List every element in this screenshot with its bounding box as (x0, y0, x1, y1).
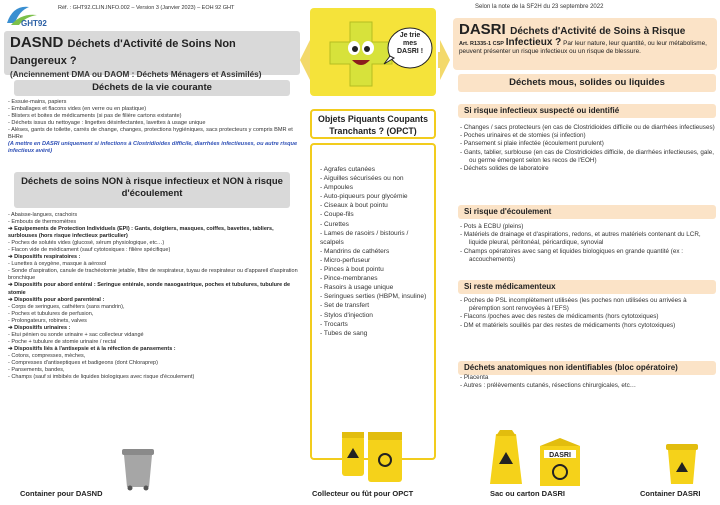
dasri-description: Par leur nature, leur quantité, ou leur métabolisme, peuvent présenter un risque infectieux ou un risque de blessure. (459, 40, 707, 56)
dasri-bag-icon (486, 428, 526, 488)
dasri-container-icon (662, 438, 702, 488)
list-item: - Pinces à bout pointu (320, 265, 428, 274)
opct-list (310, 143, 436, 460)
source-note: Selon la note de la SF2H du 23 septembre 2022 (475, 4, 604, 10)
list-item: - Poches de PSL incomplètement utilisées (les poches non utilisées ou arrivées à péremption sont renvoyées à l'EFS) (460, 297, 716, 313)
list-item: - Lunettes à oxygène, masque à aérosol (8, 261, 107, 268)
list-item: ➔ Dispositifs liés à l'antisepsie et à la réfection de pansements : (8, 345, 176, 352)
list-item: ➔ Dispositifs respiratoires : (8, 254, 81, 261)
list-item: - Seringues serties (HBPM, insuline) (320, 292, 428, 301)
list-item: - Emballages et flacons vides (en verre ou en plastique) (8, 106, 147, 112)
dasnd-container-icon (118, 443, 158, 491)
list-item: - Curettes (320, 220, 428, 229)
mascot-speech: Je trie mes DASRI ! (396, 32, 424, 55)
soins-non-infectieux-heading: Déchets de soins NON à risque infectieux et NON à risque d'écoulement (14, 172, 290, 208)
list-item: - Poches urinaires et de stomies (si infection) (460, 132, 716, 140)
soins-list (8, 212, 300, 381)
dasri-container-label: Container DASRI (640, 489, 701, 498)
dasri-article: Art. R1335-1 CSP (459, 41, 504, 47)
list-item: - Matériels de drainage et d'aspirations, redons, et autres matériels contenant du LCR, liquide pleural, péritonéal, péricardique, synovial (460, 231, 716, 247)
list-item: - Autres : prélèvements cutanés, résections chirurgicales, etc… (460, 382, 716, 390)
list-item: - Compresses d'antiseptiques et badigeons (dont Chloraprep) (8, 359, 158, 366)
list-item: - Sonde d'aspiration, canule de trachéotomie jetable, filtre de respirateur, tuyau de respirateur ou d'appareil d'aspiration bronchique (8, 268, 298, 282)
dasri-acronym: DASRI (459, 21, 506, 38)
list-item: - Aiguilles sécurisées ou non (320, 174, 428, 183)
list-item: - Ampoules (320, 183, 428, 192)
list-item: - Poches de solutés vides (glucosé, sérum physiologique, etc…) (8, 240, 165, 247)
list-item: ➔ Dispositifs urinaires : (8, 324, 71, 331)
list-item: - Champs opératoires avec sang et liquides biologiques en grande quantité (ex : accouchements) (460, 248, 716, 264)
list-item: - Corps de seringues, cathéters (sans mandrin), (8, 303, 125, 310)
dechets-anatomiques-heading: Déchets anatomiques non identifiables (bloc opératoire) (458, 361, 716, 375)
list-item: - Changes / sacs protecteurs (en cas de Clostridioides difficile ou de diarrhées infectieuses) (460, 124, 716, 132)
list-item: - Blisters et boites de médicaments (si pas de filière cartons existante) (8, 113, 182, 119)
list-item: - Coupe-fils (320, 210, 428, 219)
list-item: - Trocarts (320, 320, 428, 329)
list-item: - Essuie-mains, papiers (8, 99, 67, 105)
opct-heading: Objets Piquants Coupants Tranchants ? (OPCT) (310, 109, 436, 139)
dasri-exception-note: (A mettre en DASRI uniquement si infections à Clostridioides difficile, diarrhées infectieuses, ou autre risque infectieux avéré) (8, 141, 298, 154)
list-item: - Stylos d'injection (320, 311, 428, 320)
list-item: - Lames de rasoirs / bistouris / scalpels (320, 229, 428, 247)
list-item: ➔ Dispositifs pour abord parentéral : (8, 296, 105, 303)
risque-ecoulement-heading: Si risque d'écoulement (458, 205, 716, 219)
list-item: - DM et matériels souillés par des restes de médicaments (hors cytotoxiques) (460, 322, 716, 330)
dasri-header (453, 18, 717, 70)
dasnd-container-label: Container pour DASND (20, 489, 103, 498)
list-item: ➔ Equipements de Protection Individuels (EPI) : Gants, doigtiers, masques, coiffes, bavettes, tabliers, surblouses (hors risque infectieux particulier) (8, 226, 274, 240)
list-item: - Tubes de sang (320, 329, 428, 338)
list-item: - Auto-piqueurs pour glycémie (320, 192, 428, 201)
list-item: - Mandrins de cathéters (320, 247, 428, 256)
mascot-panel (310, 8, 436, 96)
reste-medicamenteux-list (460, 297, 716, 330)
opct-container-icon (340, 422, 406, 486)
reste-medicamenteux-heading: Si reste médicamenteux (458, 280, 716, 294)
list-item: - Flacon vide de médicament (sauf cytotoxiques : filière spécifique) (8, 247, 171, 254)
list-item: - Pince-membranes (320, 274, 428, 283)
list-item: - Poches et tubulures de perfusion, (8, 310, 94, 317)
list-item: - Embouts de thermomètres (8, 219, 77, 226)
list-item: - Flacons /poches avec des restes de médicaments (hors cytotoxiques) (460, 313, 716, 321)
risque-infectieux-list (460, 124, 716, 173)
dasri-title-1: Déchets d'Activité de Soins à Risque (510, 26, 686, 37)
list-item: - Etui pénien ou sonde urinaire + sac collecteur vidangé (8, 331, 144, 338)
vie-courante-list (8, 99, 300, 155)
list-item: - Placenta (460, 374, 716, 382)
list-item: - Set de transfert (320, 301, 428, 310)
dasnd-header (4, 31, 300, 79)
list-item: - Champs (sauf si imbibés de liquides biologiques avec risque d'écoulement) (8, 374, 195, 381)
list-item: - Prolongateurs, robinets, valves (8, 317, 87, 324)
dasnd-subtitle: (Anciennement DMA ou DAOM : Déchets Ménagers et Assimilés) (10, 70, 262, 79)
list-item: - Alèses, gants de toilette, carrés de change, changes, protections hygiéniques, sacs protecteurs y compris BMR et BHRe (8, 127, 293, 140)
list-item: - Pansements, bandes, (8, 367, 65, 374)
dasri-bag-label: Sac ou carton DASRI (490, 489, 566, 498)
dasnd-title: DASND Déchets d'Activité de Soins Non Dangereux ? (10, 34, 236, 67)
dasri-carton-icon (536, 436, 584, 488)
list-item: - Agrafes cutanées (320, 165, 428, 174)
svg-text:GHT92: GHT92 (21, 19, 47, 28)
risque-infectieux-heading: Si risque infectieux suspecté ou identifié (458, 104, 716, 118)
list-item: - Pansement si plaie infectée (écoulement purulent) (460, 140, 716, 148)
vie-courante-heading: Déchets de la vie courante (14, 80, 290, 96)
risque-ecoulement-list (460, 223, 716, 264)
dasri-title-2: Infectieux ? (505, 37, 562, 48)
list-item: - Déchets issus du nettoyage : lingettes désinfectantes, lavettes à usage unique (8, 120, 206, 126)
dechets-mous-heading: Déchets mous, solides ou liquides (458, 74, 716, 92)
list-item: - Rasoirs à usage unique (320, 283, 428, 292)
list-item: - Déchets solides de laboratoire (460, 165, 716, 173)
opct-container-label: Collecteur ou fût pour OPCT (312, 489, 414, 498)
list-item: - Micro-perfuseur (320, 256, 428, 265)
list-item: - Pots à ECBU (pleins) (460, 223, 716, 231)
ght-logo (3, 3, 53, 29)
list-item: - Gants, tablier, surblouse (en cas de Clostridioides difficile, de diarrhées infectieuses, gale, ou germe émergent selon les recos de l'EOH) (460, 149, 716, 165)
list-item: - Poche + tubulure de stomie urinaire / rectal (8, 338, 117, 345)
list-item: - Ciseaux à bout pointu (320, 201, 428, 210)
reference-text: Réf. : GHT92.CLIN.INFO.002 – Version 3 (Janvier 2023) – EOH 92 GHT (58, 5, 235, 11)
svg-text:DASRI: DASRI (549, 452, 571, 459)
dechets-anatomiques-list (460, 374, 716, 390)
list-item: ➔ Dispositifs pour abord entéral : Seringue entérale, sonde nasogastrique, poches et tubulures, tubulure de stomie (8, 282, 291, 296)
list-item: - Cotons, compresses, mèches, (8, 352, 86, 359)
list-item: - Abaisse-langues, crachoirs (8, 212, 78, 218)
